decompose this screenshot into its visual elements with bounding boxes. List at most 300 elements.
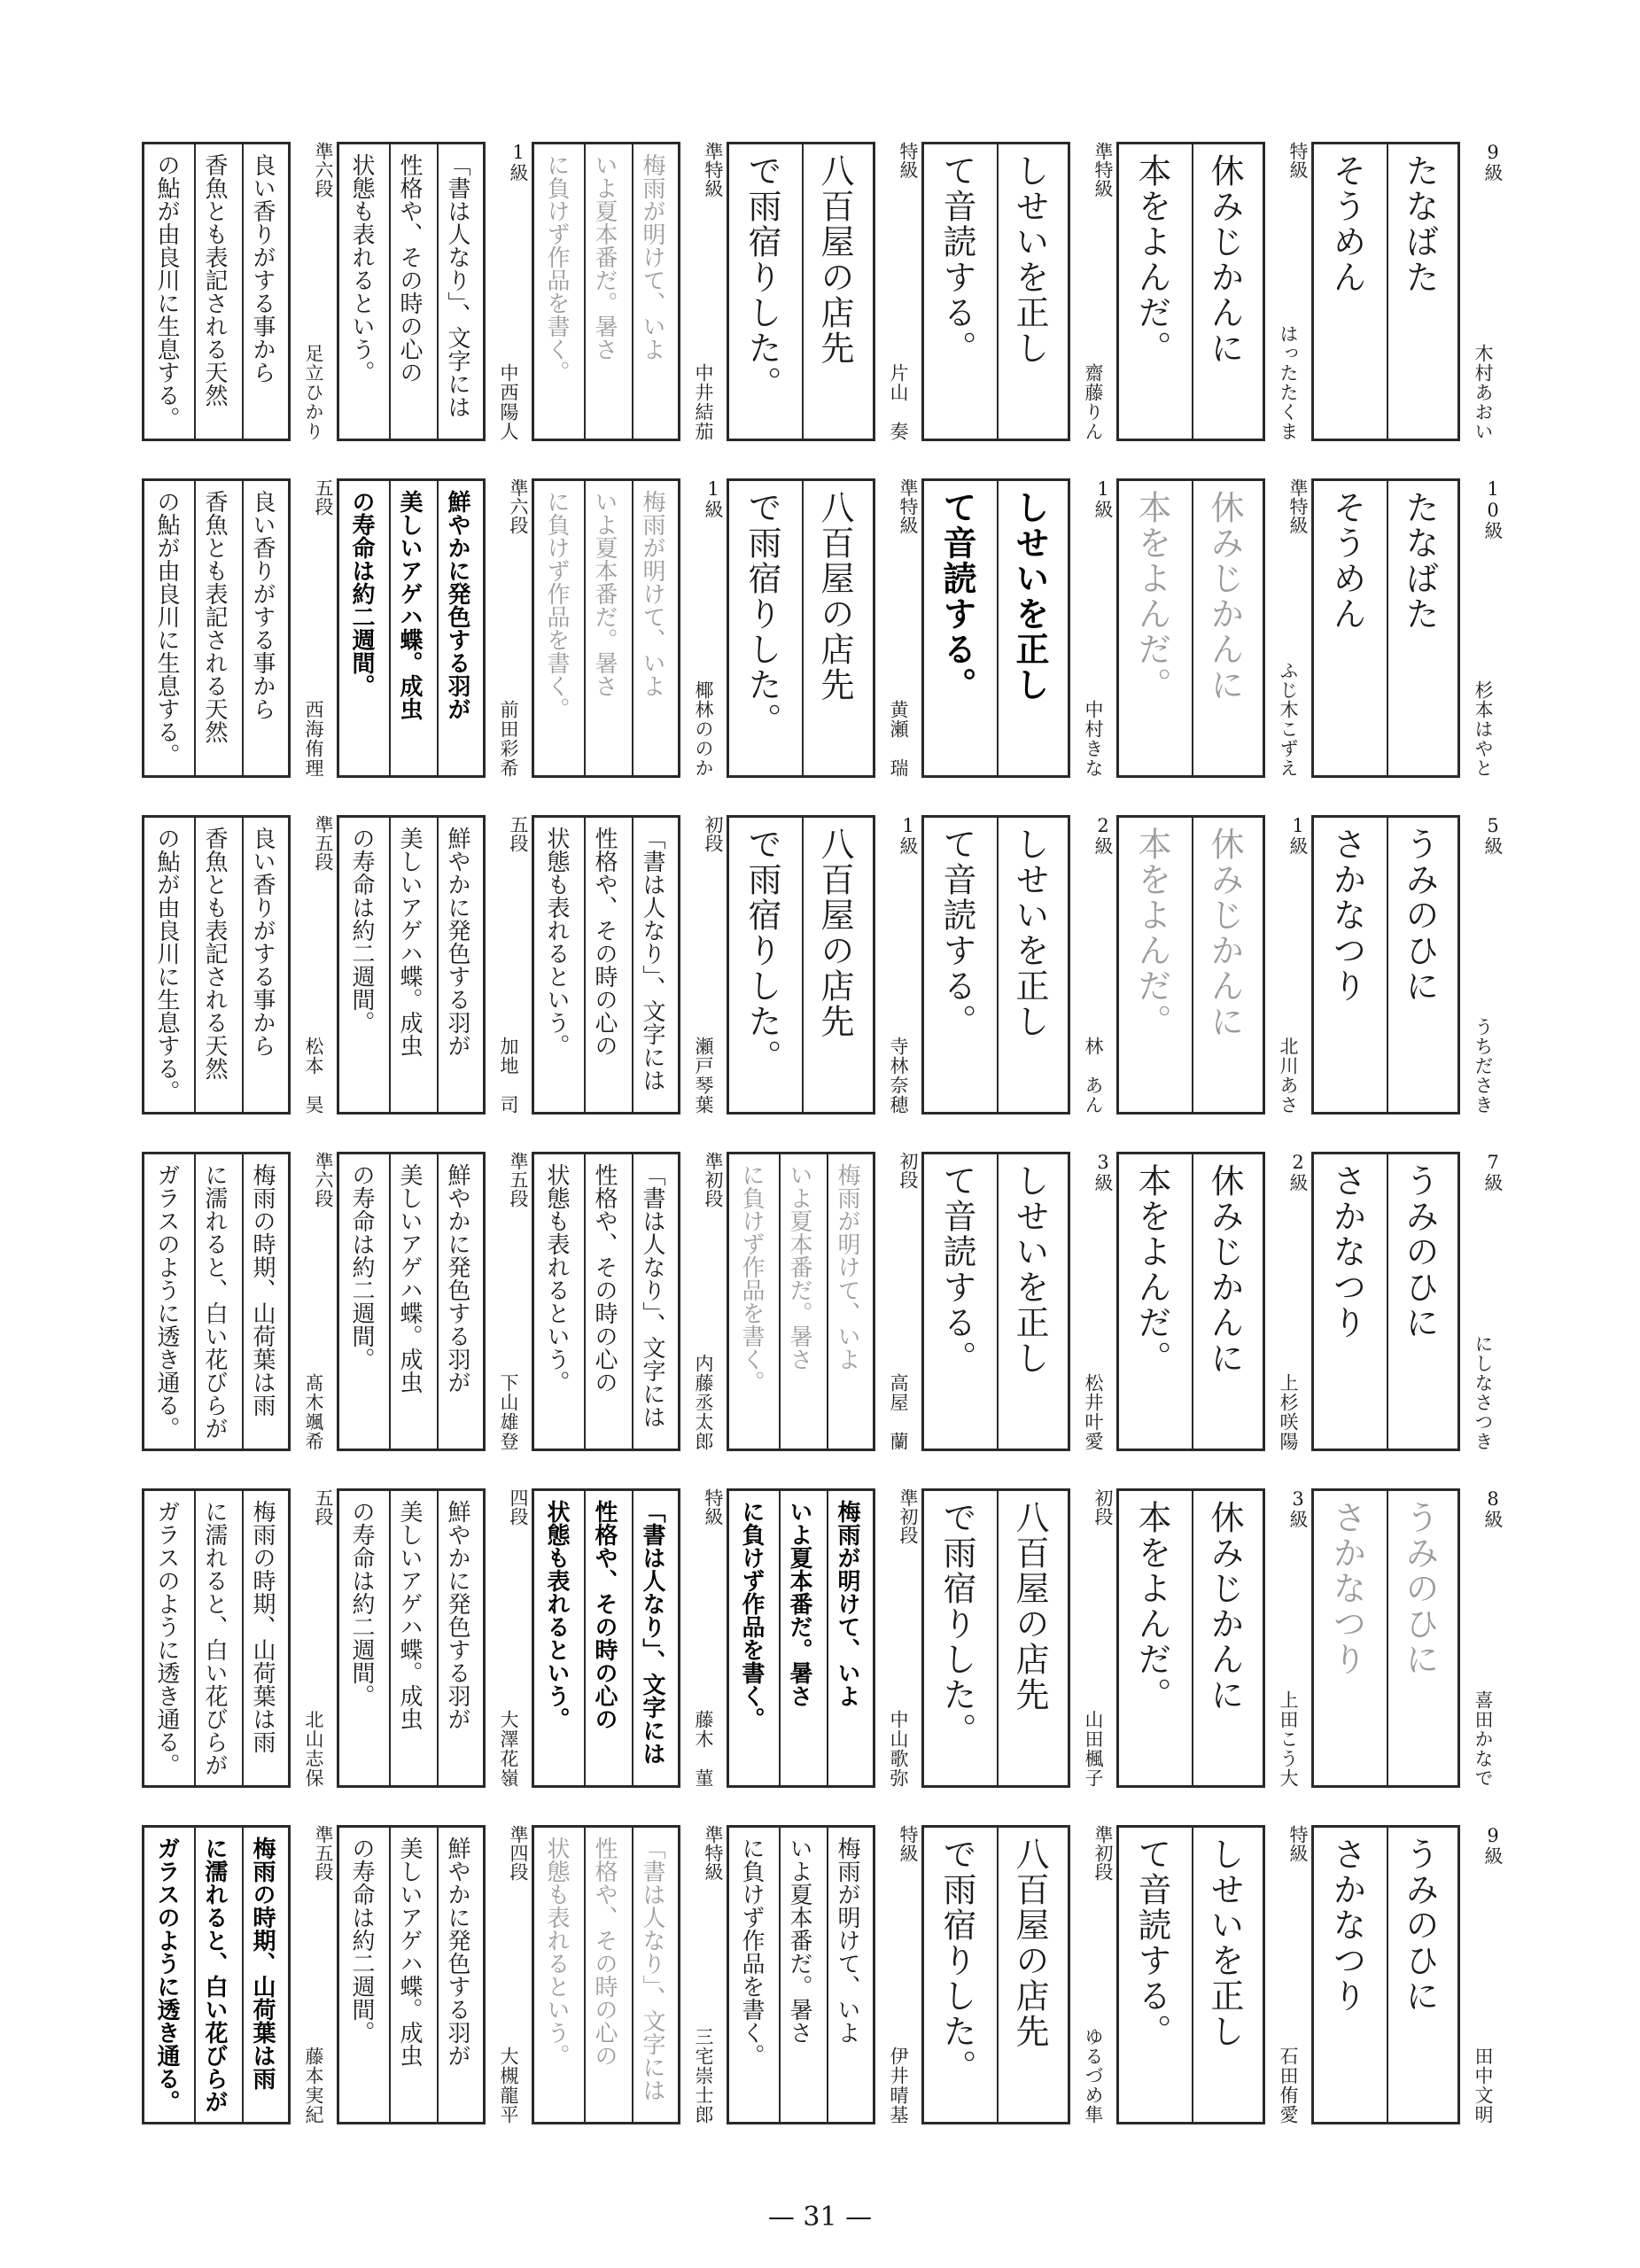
calligraphy-work — [532, 142, 727, 441]
work-text-line: 性格や、その時の心の — [591, 1837, 618, 2067]
work-row — [142, 142, 1506, 441]
student-name: 内藤丞太郎 — [693, 1354, 714, 1451]
work-caption — [879, 1488, 918, 1788]
work-text-line: 鮮やかに発色する羽が — [444, 1837, 470, 2067]
work-text-line: いよ夏本番だ。暑さ — [786, 1500, 812, 1707]
work-caption — [684, 1825, 723, 2124]
work-text-line: 香魚とも表記される天然 — [201, 153, 228, 407]
column-divider — [1192, 1154, 1193, 1449]
work-caption — [294, 1825, 333, 2124]
calligraphy-work — [727, 1488, 921, 1788]
student-name: 寺林奈穂 — [888, 1037, 909, 1115]
work-text-line: で雨宿りした。 — [742, 827, 781, 1075]
work-caption — [684, 1152, 723, 1451]
work-frame — [337, 142, 486, 441]
page-number: — 31 — — [767, 2202, 873, 2233]
work-caption — [1269, 1152, 1308, 1451]
student-name: 松本 昊 — [303, 1037, 324, 1115]
grade-label: 10級 — [1482, 478, 1504, 540]
work-text-line: 性格や、その時の心の — [591, 827, 618, 1057]
student-name: 松井叶愛 — [1083, 1373, 1104, 1451]
work-frame — [1311, 478, 1460, 778]
work-text-line: 性格や、その時の心の — [591, 1500, 618, 1730]
work-text-line: に負けず作品を書く。 — [738, 1500, 765, 1730]
grade-label: 準特級 — [898, 478, 919, 534]
student-name: 林 あん — [1083, 1037, 1104, 1115]
calligraphy-work — [921, 815, 1116, 1115]
work-caption — [1074, 815, 1113, 1115]
work-text-line: さかなつり — [1327, 1837, 1366, 2014]
grade-label: 準六段 — [313, 142, 334, 198]
student-name: 山田楓子 — [1083, 1710, 1104, 1788]
calligraphy-work — [532, 815, 727, 1115]
work-caption — [1074, 478, 1113, 778]
work-text-line: 良い香りがする事から — [249, 827, 276, 1057]
work-text-line: 梅雨の時期、山荷葉は雨 — [249, 1500, 276, 1753]
calligraphy-work — [727, 815, 921, 1115]
grade-label: 1級 — [703, 478, 724, 518]
work-caption — [684, 478, 723, 778]
student-name: 石田侑愛 — [1278, 2047, 1299, 2124]
column-divider — [194, 818, 196, 1112]
column-divider — [389, 1828, 391, 2122]
work-frame — [337, 478, 486, 778]
student-name: 片山 奏 — [888, 363, 909, 441]
grade-label: 2級 — [1287, 1152, 1309, 1192]
work-caption — [489, 1152, 528, 1451]
column-divider — [632, 481, 633, 775]
grade-label: 1級 — [898, 815, 919, 855]
calligraphy-work — [1116, 1152, 1311, 1451]
calligraphy-work — [532, 1825, 727, 2124]
work-text-line: しせいを正し — [1010, 153, 1049, 366]
work-text-line: 本をよんだ。 — [1132, 490, 1171, 703]
work-text-line: で雨宿りした。 — [937, 1500, 976, 1748]
work-text-line: 「書は人なり」、文字には — [639, 827, 665, 1091]
calligraphy-work — [337, 1152, 532, 1451]
work-text-line: 美しいアゲハ蝶。成虫 — [396, 1163, 423, 1394]
work-frame — [142, 1488, 291, 1788]
work-frame — [1116, 478, 1265, 778]
column-divider — [997, 481, 999, 775]
work-text-line: 美しいアゲハ蝶。成虫 — [396, 1500, 423, 1730]
calligraphy-work — [532, 1488, 727, 1788]
grade-label: 準特級 — [703, 1825, 724, 1881]
calligraphy-work — [727, 142, 921, 441]
work-text-line: 良い香りがする事から — [249, 153, 276, 384]
column-divider — [437, 818, 439, 1112]
work-caption — [684, 142, 723, 441]
work-caption — [1074, 1825, 1113, 2124]
column-divider — [1387, 818, 1388, 1112]
work-text-line: たなばた — [1400, 153, 1439, 295]
column-divider — [584, 481, 586, 775]
calligraphy-work — [337, 1825, 532, 2124]
student-name: 藤本実紀 — [303, 2047, 324, 2124]
column-divider — [242, 144, 244, 439]
work-caption — [294, 478, 333, 778]
work-text-line: 状態も表れるという。 — [543, 1500, 570, 1730]
calligraphy-work — [1311, 478, 1506, 778]
work-frame — [727, 1488, 875, 1788]
column-divider — [584, 1154, 586, 1449]
column-divider — [997, 818, 999, 1112]
student-name: 杉本はやと — [1473, 680, 1494, 778]
work-frame — [142, 478, 291, 778]
grade-label: 初段 — [703, 815, 724, 852]
grade-label: 準特級 — [1287, 478, 1309, 534]
work-caption — [489, 815, 528, 1115]
work-caption — [684, 1488, 723, 1788]
work-text-line: 美しいアゲハ蝶。成虫 — [396, 1837, 423, 2067]
work-text-line: て音読する。 — [937, 1163, 976, 1376]
column-divider — [632, 144, 633, 439]
column-divider — [389, 481, 391, 775]
calligraphy-work — [1311, 1152, 1506, 1451]
work-text-line: に負けず作品を書く。 — [738, 1837, 765, 2067]
work-text-line: 本をよんだ。 — [1132, 827, 1171, 1039]
work-text-line: に負けず作品を書く。 — [738, 1163, 765, 1394]
work-frame — [1116, 815, 1265, 1115]
column-divider — [389, 1154, 391, 1449]
work-frame — [142, 142, 291, 441]
work-text-line: 「書は人なり」、文字には — [639, 1163, 665, 1428]
work-caption — [294, 815, 333, 1115]
student-name: 田中文明 — [1473, 2047, 1494, 2124]
work-frame — [727, 142, 875, 441]
work-text-line: 八百屋の店先 — [1010, 1837, 1049, 2049]
grade-label: 準初段 — [1092, 1825, 1114, 1881]
column-divider — [827, 1828, 828, 2122]
grade-label: 準五段 — [313, 815, 334, 871]
work-text-line: いよ夏本番だ。暑さ — [591, 153, 618, 361]
work-text-line: うみのひに — [1400, 1837, 1439, 2014]
work-frame — [1311, 1488, 1460, 1788]
work-text-line: いよ夏本番だ。暑さ — [591, 490, 618, 697]
column-divider — [827, 1491, 828, 1785]
student-name: 中山歌弥 — [888, 1710, 909, 1788]
grade-label: 1級 — [1287, 815, 1309, 855]
work-text-line: うみのひに — [1400, 1163, 1439, 1340]
work-text-line: に負けず作品を書く。 — [543, 490, 570, 720]
work-text-line: の鮎が由良川に生息する。 — [153, 490, 180, 766]
work-text-line: の寿命は約二週間。 — [348, 1837, 375, 2044]
calligraphy-work — [1116, 815, 1311, 1115]
student-name: 木村あおい — [1473, 344, 1494, 441]
work-caption — [1464, 815, 1503, 1115]
work-text-line: うみのひに — [1400, 1500, 1439, 1677]
work-frame — [921, 815, 1070, 1115]
work-text-line: ガラスのように透き通る。 — [153, 1837, 180, 2113]
student-name: 加地 司 — [498, 1037, 519, 1115]
column-divider — [194, 1491, 196, 1785]
work-text-line: 美しいアゲハ蝶。成虫 — [396, 827, 423, 1057]
column-divider — [1192, 1491, 1193, 1785]
column-divider — [389, 144, 391, 439]
column-divider — [437, 144, 439, 439]
column-divider — [437, 1828, 439, 2122]
work-text-line: たなばた — [1400, 490, 1439, 632]
work-text-line: 休みじかんに — [1205, 1500, 1244, 1713]
column-divider — [1387, 144, 1388, 439]
work-text-line: 八百屋の店先 — [815, 827, 854, 1039]
student-name: 中井結茄 — [693, 363, 714, 441]
column-divider — [437, 481, 439, 775]
grade-label: 五段 — [508, 815, 529, 852]
work-text-line: うみのひに — [1400, 827, 1439, 1004]
work-frame — [727, 1152, 875, 1451]
work-text-line: 性格や、その時の心の — [591, 1163, 618, 1394]
column-divider — [1192, 1828, 1193, 2122]
work-text-line: 状態も表れるという。 — [543, 827, 570, 1057]
calligraphy-work — [142, 1488, 337, 1788]
work-frame — [1311, 1152, 1460, 1451]
grade-label: 9級 — [1482, 142, 1504, 182]
column-divider — [997, 1828, 999, 2122]
calligraphy-work — [1311, 142, 1506, 441]
work-caption — [879, 1152, 918, 1451]
calligraphy-work — [142, 1825, 337, 2124]
column-divider — [1387, 1154, 1388, 1449]
student-name: 中村きな — [1083, 700, 1104, 778]
work-text-line: で雨宿りした。 — [742, 490, 781, 738]
work-frame — [921, 478, 1070, 778]
grade-label: 3級 — [1092, 1152, 1114, 1192]
work-caption — [294, 142, 333, 441]
student-name: 下山雄登 — [498, 1373, 519, 1451]
column-divider — [779, 1491, 781, 1785]
work-row — [142, 1488, 1506, 1788]
grade-label: 準五段 — [508, 1152, 529, 1208]
work-text-line: の鮎が由良川に生息する。 — [153, 153, 180, 430]
work-text-line: 梅雨が明けて、いよ — [639, 490, 665, 697]
work-text-line: て音読する。 — [937, 827, 976, 1039]
grade-label: 四段 — [508, 1488, 529, 1526]
work-text-line: で雨宿りした。 — [937, 1837, 976, 2085]
column-divider — [827, 1154, 828, 1449]
work-text-line: 梅雨が明けて、いよ — [834, 1163, 860, 1371]
student-name: 北川あさ — [1278, 1037, 1299, 1115]
column-divider — [632, 1154, 633, 1449]
calligraphy-work — [1116, 1488, 1311, 1788]
grade-label: 五段 — [313, 478, 334, 516]
work-frame — [921, 1825, 1070, 2124]
calligraphy-work — [532, 1152, 727, 1451]
student-name: 黄瀬 瑞 — [888, 700, 909, 778]
student-name: 髙木颯希 — [303, 1373, 324, 1451]
work-caption — [1464, 142, 1503, 441]
work-frame — [142, 1825, 291, 2124]
work-row — [142, 1152, 1506, 1451]
work-caption — [294, 1488, 333, 1788]
work-text-line: の鮎が由良川に生息する。 — [153, 827, 180, 1103]
work-frame — [532, 478, 680, 778]
grade-label: 準六段 — [313, 1152, 334, 1208]
work-text-line: 状態も表れるという。 — [543, 1163, 570, 1394]
student-name: 足立ひかり — [303, 344, 324, 441]
student-name: ゆるづめ隼 — [1083, 2027, 1104, 2124]
student-name: 西海侑理 — [303, 700, 324, 778]
column-divider — [194, 481, 196, 775]
work-frame — [921, 142, 1070, 441]
column-divider — [194, 1828, 196, 2122]
work-caption — [489, 142, 528, 441]
grade-label: 準特級 — [1092, 142, 1114, 198]
work-text-line: 鮮やかに発色する羽が — [444, 1163, 470, 1394]
student-name: 前田彩希 — [498, 700, 519, 778]
work-text-line: 本をよんだ。 — [1132, 153, 1171, 366]
work-caption — [1464, 1488, 1503, 1788]
work-text-line: 休みじかんに — [1205, 1163, 1244, 1376]
work-row — [142, 478, 1506, 778]
work-text-line: しせいを正し — [1010, 827, 1049, 1039]
work-text-line: そうめん — [1327, 153, 1366, 295]
column-divider — [997, 144, 999, 439]
grade-label: 準六段 — [508, 478, 529, 534]
column-divider — [242, 818, 244, 1112]
calligraphy-work — [727, 478, 921, 778]
calligraphy-work — [1116, 478, 1311, 778]
column-divider — [997, 1491, 999, 1785]
work-caption — [1269, 142, 1308, 441]
work-caption — [684, 815, 723, 1115]
column-divider — [584, 1828, 586, 2122]
work-text-line: に濡れると、白い花びらが — [201, 1163, 228, 1440]
work-caption — [1074, 1152, 1113, 1451]
calligraphy-work — [142, 1152, 337, 1451]
work-text-line: で雨宿りした。 — [742, 153, 781, 401]
column-divider — [242, 481, 244, 775]
calligraphy-work — [921, 1825, 1116, 2124]
calligraphy-work — [1116, 1825, 1311, 2124]
work-caption — [1464, 1825, 1503, 2124]
work-text-line: 鮮やかに発色する羽が — [444, 490, 470, 720]
calligraphy-work — [142, 478, 337, 778]
column-divider — [779, 1154, 781, 1449]
grade-label: 準四段 — [508, 1825, 529, 1881]
work-frame — [727, 1825, 875, 2124]
work-frame — [142, 815, 291, 1115]
work-text-line: 「書は人なり」、文字には — [639, 1500, 665, 1765]
calligraphy-page — [142, 142, 1506, 2126]
work-frame — [337, 815, 486, 1115]
grade-label: 8級 — [1482, 1488, 1504, 1528]
work-text-line: しせいを正し — [1010, 1163, 1049, 1376]
work-caption — [489, 478, 528, 778]
work-frame — [921, 1488, 1070, 1788]
work-text-line: 休みじかんに — [1205, 827, 1244, 1039]
work-frame — [532, 1825, 680, 2124]
work-frame — [1116, 1825, 1265, 2124]
work-caption — [1269, 1488, 1308, 1788]
student-name: うちださき — [1473, 1017, 1494, 1115]
calligraphy-work — [337, 142, 532, 441]
column-divider — [242, 1154, 244, 1449]
work-caption — [879, 1825, 918, 2124]
calligraphy-work — [337, 478, 532, 778]
grade-label: 初段 — [1092, 1488, 1114, 1526]
work-row — [142, 815, 1506, 1115]
grade-label: 五段 — [313, 1488, 334, 1526]
work-frame — [337, 1825, 486, 2124]
student-name: 中西陽人 — [498, 363, 519, 441]
work-frame — [1311, 815, 1460, 1115]
work-text-line: さかなつり — [1327, 1163, 1366, 1340]
work-caption — [879, 478, 918, 778]
calligraphy-work — [142, 815, 337, 1115]
student-name: にしなさつき — [1473, 1334, 1494, 1451]
calligraphy-work — [337, 815, 532, 1115]
grade-label: 5級 — [1482, 815, 1504, 855]
grade-label: 特級 — [1287, 142, 1309, 179]
grade-label: 特級 — [1287, 1825, 1309, 1862]
work-text-line: 「書は人なり」、文字には — [639, 1837, 665, 2101]
student-name: 大澤花嶺 — [498, 1710, 519, 1788]
calligraphy-work — [532, 478, 727, 778]
column-divider — [389, 1491, 391, 1785]
grade-label: 特級 — [898, 1825, 919, 1862]
column-divider — [632, 1828, 633, 2122]
calligraphy-work — [727, 1825, 921, 2124]
work-row — [142, 1825, 1506, 2124]
grade-label: 2級 — [1092, 815, 1114, 855]
calligraphy-work — [921, 478, 1116, 778]
grade-label: 9級 — [1482, 1825, 1504, 1865]
student-name: 大槻龍平 — [498, 2047, 519, 2124]
grade-label: 準特級 — [703, 142, 724, 198]
column-divider — [802, 818, 804, 1112]
calligraphy-work — [1311, 1825, 1506, 2124]
work-text-line: ガラスのように透き通る。 — [153, 1500, 180, 1776]
column-divider — [802, 144, 804, 439]
grade-label: 準初段 — [898, 1488, 919, 1544]
work-text-line: 休みじかんに — [1205, 153, 1244, 366]
work-text-line: ガラスのように透き通る。 — [153, 1163, 180, 1440]
work-caption — [489, 1488, 528, 1788]
calligraphy-work — [142, 142, 337, 441]
work-caption — [1074, 142, 1113, 441]
calligraphy-work — [1311, 1488, 1506, 1788]
student-name: 椰林ののか — [693, 680, 714, 778]
student-name: 齋藤りん — [1083, 363, 1104, 441]
work-text-line: しせいを正し — [1205, 1837, 1244, 2049]
work-text-line: 香魚とも表記される天然 — [201, 490, 228, 743]
student-name: 高屋 蘭 — [888, 1373, 909, 1451]
column-divider — [802, 481, 804, 775]
student-name: ふじ木こずえ — [1278, 661, 1299, 778]
work-text-line: 状態も表れるという。 — [348, 153, 375, 384]
grade-label: 準五段 — [313, 1825, 334, 1881]
work-text-line: て音読する。 — [937, 490, 976, 703]
work-caption — [1464, 1152, 1503, 1451]
work-text-line: 鮮やかに発色する羽が — [444, 1500, 470, 1730]
work-text-line: いよ夏本番だ。暑さ — [786, 1837, 812, 2044]
work-text-line: 本をよんだ。 — [1132, 1163, 1171, 1376]
work-text-line: 梅雨の時期、山荷葉は雨 — [249, 1163, 276, 1417]
column-divider — [997, 1154, 999, 1449]
work-frame — [727, 815, 875, 1115]
student-name: 藤木 菫 — [693, 1710, 714, 1788]
work-text-line: 良い香りがする事から — [249, 490, 276, 720]
grade-label: 3級 — [1287, 1488, 1309, 1528]
work-text-line: さかなつり — [1327, 827, 1366, 1004]
column-divider — [584, 144, 586, 439]
calligraphy-work — [337, 1488, 532, 1788]
work-text-line: 香魚とも表記される天然 — [201, 827, 228, 1080]
work-text-line: の寿命は約二週間。 — [348, 827, 375, 1034]
column-divider — [584, 1491, 586, 1785]
grade-label: 7級 — [1482, 1152, 1504, 1192]
